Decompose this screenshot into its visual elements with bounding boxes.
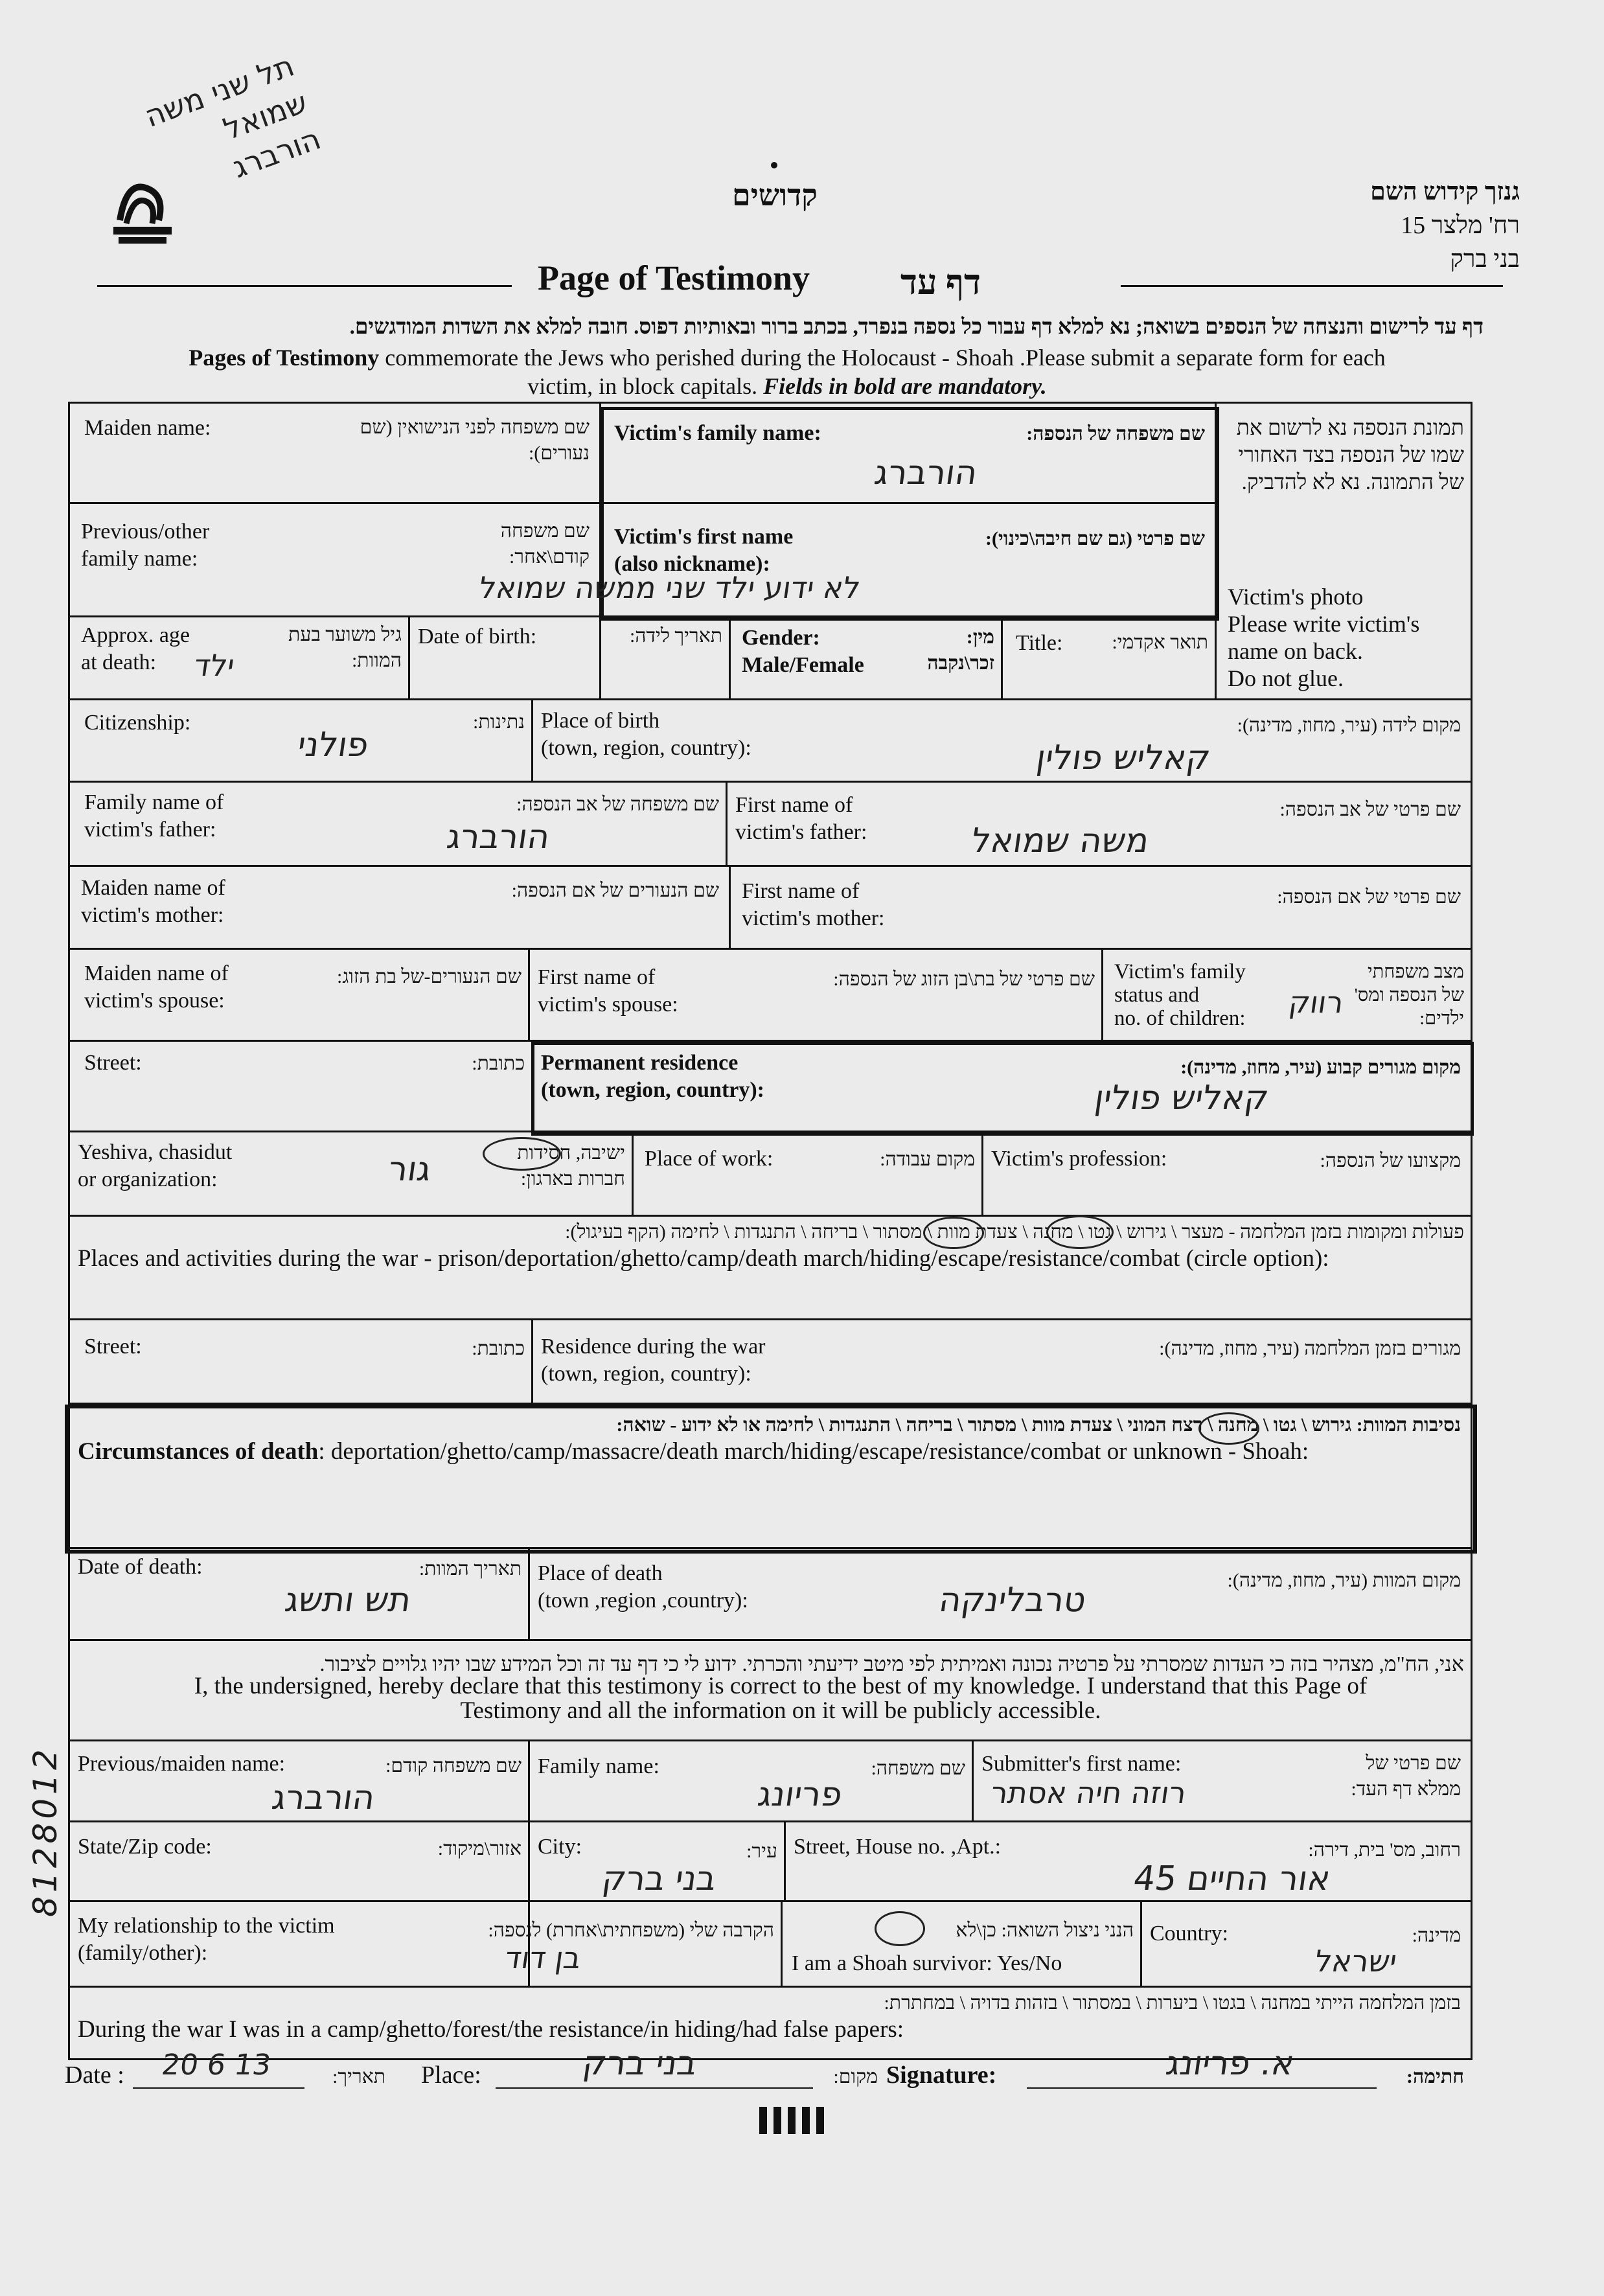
org-address [1196, 175, 1520, 276]
family-status-line-2: status and [1114, 983, 1200, 1007]
sub-street-label: Street, House no. ,Apt.: [794, 1835, 1002, 1859]
footer-place-hebrew: מקום: [833, 2066, 878, 2087]
yeshiva-line-2: or organization: [78, 1167, 218, 1191]
mother-first-line-2: victim's mother: [742, 906, 885, 930]
sub-relationship-label [78, 1912, 335, 1967]
circumstances-bold: Circumstances of death [78, 1438, 319, 1465]
mother-maiden-label [81, 875, 225, 929]
father-first-hebrew: שם פרטי של אב הנספה: [1279, 799, 1461, 820]
sub-relationship-hebrew: הקרבה שלי (משפחתית\אחרת) לנספה: [488, 1920, 774, 1941]
mother-first-hebrew: שם פרטי של אם הנספה: [1277, 886, 1461, 908]
war-places-hebrew: פעולות ומקומות בזמן המלחמה - מעצר \ גירוש \ גטו \ מחנה \ צעדת מוות \ מסתור \ בריחה \ התנגדות \ לחימה (הקף בעיגול): [565, 1221, 1464, 1243]
spouse-maiden-hebrew: שם הנעורים-של בת הזוג: [337, 966, 521, 987]
mother-maiden-line-1: Maiden name of [81, 876, 225, 900]
sub-first-he-2: ממלא דף העד: [1351, 1778, 1461, 1800]
dod-hebrew: תאריך המוות: [418, 1558, 521, 1579]
father-first-line-2: victim's father: [735, 820, 867, 844]
age-value[interactable]: ילד [192, 648, 237, 683]
street-label: Street: [84, 1051, 142, 1075]
gender-he-2: זכר\נקבה [927, 652, 994, 674]
photo-instructions-hebrew: תמונת הנספה נא לרשום את שמו של הנספה בצד האחורי של התמונה. נא לא להדביק. [1236, 417, 1464, 494]
sub-family-hebrew: שם משפחה: [871, 1758, 965, 1779]
sub-city-hebrew: עיר: [746, 1841, 777, 1862]
footer-place-label: Place: [421, 2061, 481, 2089]
family-status-hebrew: מצב משפחתי של הנספה ומס' ילדים: [1354, 961, 1464, 1029]
sub-zip-label: State/Zip code: [78, 1835, 212, 1859]
sub-city-label: City: [538, 1835, 582, 1859]
org-city: בני ברק [1450, 246, 1520, 273]
war-street-label: Street: [84, 1335, 142, 1359]
sub-first-value[interactable]: רוזה חיה אסתר [989, 1775, 1189, 1810]
sub-street-value[interactable]: אור החיים 45 [1130, 1859, 1333, 1898]
yeshiva-he-1: ישיבה, חסידות [517, 1142, 625, 1164]
age-line-2: at death: [81, 650, 157, 674]
profession-hebrew: מקצועו של הנספה: [1320, 1150, 1461, 1171]
declaration-english [97, 1674, 1464, 1723]
residence-line-2: (town, region, country): [541, 1078, 764, 1102]
sub-country-label: Country: [1150, 1922, 1228, 1946]
sub-relationship-line-1: My relationship to the victim [78, 1914, 335, 1938]
pob-hebrew: מקום לידה (עיר, מחוז, מדינה): [1237, 715, 1461, 736]
sub-city-value[interactable]: בני ברק [599, 1859, 719, 1898]
declaration-hebrew: אני, הח"מ, מצהיר בזה כי העדות שמסרתי על פרטיה נכונה ואמיתית לפי מיטב ידיעתי והכרתי. ידוע לי כי דף עד זה וכל המידע שבו יהיו גלויים לציבור. [319, 1652, 1464, 1675]
sub-first-hebrew [1335, 1751, 1461, 1802]
sub-country-hebrew: מדינה: [1412, 1925, 1461, 1946]
dob-hebrew: תאריך לידה: [629, 625, 722, 647]
maiden-name-hebrew: שם משפחה לפני הנישואין (שם נעורים): [360, 417, 590, 464]
gender-label [742, 625, 864, 679]
org-street: רח' מלצר 15 [1401, 212, 1520, 239]
footer-signature-value[interactable]: א. פריונג [1163, 2044, 1297, 2083]
circumstances-hebrew: נסיבות המוות: גירוש \ גטו \ מחנה \ רצח המוני \ צעדת מוות \ מסתור \ בריחה \ התנגדות \ לחימה או לא ידוע - שואה: [616, 1414, 1461, 1436]
profession-label: Victim's profession: [991, 1147, 1167, 1171]
intro-english [91, 343, 1484, 400]
intro-hebrew: דף עד לרישום והנצחה של הנספים בשואה; נא למלא דף עבור כל נספה בנפרד, בכתב ברור ובאותיות דפוס. חובה למלא את השדות המודגשים. [349, 316, 1484, 339]
footer-place-value[interactable]: בני ברק [580, 2044, 700, 2083]
family-name-value[interactable]: הורברג [871, 453, 980, 492]
chasidut-circle [483, 1137, 561, 1171]
intro-text-1: commemorate the Jews who perished during the Holocaust - Shoah .Please submit a separate form for each [379, 345, 1386, 371]
family-name-label: Victim's family name: [614, 421, 821, 445]
prev-family-label [81, 518, 209, 573]
photo-instructions-english [1228, 583, 1467, 692]
declaration-line-2: Testimony and all the information on it will be publicly accessible. [460, 1697, 1101, 1724]
war-residence-line-1: Residence during the war [541, 1335, 766, 1359]
side-number: 8128012 [27, 1745, 64, 1917]
yeshiva-label [78, 1139, 232, 1193]
sub-zip-hebrew: אזור\מיקוד: [437, 1838, 521, 1859]
sub-survivor-english: I am a Shoah survivor: Yes/No [792, 1951, 1062, 1975]
mother-first-label [742, 878, 885, 932]
maiden-name-label: Maiden name: [84, 416, 211, 440]
dob-label: Date of birth: [418, 625, 537, 649]
page-title: Page of Testimony [538, 258, 810, 297]
title-hebrew: תואר אקדמי: [1112, 632, 1208, 653]
prev-family-hebrew: שם משפחה קודם\אחר: [500, 520, 590, 568]
camp-circle-1 [923, 1217, 984, 1249]
spouse-first-label [538, 964, 678, 1018]
photo-line-4: Do not glue. [1228, 665, 1344, 691]
sub-first-label: Submitter's first name: [981, 1752, 1182, 1776]
sub-family-value[interactable]: פריונג [755, 1775, 845, 1814]
residence-hebrew: מקום מגורים קבוע (עיר, מחוז, מדינה): [1180, 1057, 1461, 1078]
dod-value[interactable]: תש ותשג [282, 1581, 414, 1620]
pod-label [538, 1560, 748, 1614]
age-hebrew: גיל משוער בעת המוות: [288, 624, 402, 671]
first-name-line-2: (also nickname): [614, 552, 770, 576]
intro-bold: Pages of Testimony [189, 345, 380, 371]
sub-country-value[interactable]: ישראל [1312, 1944, 1399, 1979]
father-family-hebrew: שם משפחה של אב הנספה: [516, 794, 719, 815]
sub-relationship-line-2: (family/other): [78, 1941, 208, 1965]
dod-label: Date of death: [78, 1555, 203, 1579]
first-name-value[interactable]: לא ידוע ילד שני ממשה שמואל [477, 570, 863, 605]
citizenship-hebrew: נתינות: [473, 711, 525, 733]
father-first-value[interactable]: משה שמואל [968, 821, 1152, 860]
street-hebrew: כתובת: [472, 1053, 525, 1074]
work-label: Place of work: [645, 1147, 773, 1171]
family-status-value[interactable]: רווק [1287, 985, 1346, 1020]
sub-survivor-hebrew: הנני ניצול השואה: כן\לא [956, 1920, 1134, 1941]
intro-text-2: victim, in block capitals. [527, 373, 764, 399]
yeshiva-value[interactable]: גור [385, 1150, 434, 1189]
prev-family-line-1: Previous/other [81, 520, 210, 544]
mother-first-line-1: First name of [742, 879, 860, 903]
age-line-1: Approx. age [81, 623, 190, 647]
pod-line-1: Place of death [538, 1561, 663, 1585]
mother-maiden-hebrew: שם הנעורים של אם הנספה: [511, 880, 719, 901]
gender-line-1: Gender: [742, 626, 820, 650]
citizenship-label: Citizenship: [84, 711, 191, 735]
age-label [81, 622, 190, 676]
sub-prev-maiden-hebrew: שם משפחה קודם: [385, 1755, 521, 1776]
footer-date-hebrew: תאריך: [332, 2066, 385, 2087]
family-status-line-3: no. of children: [1114, 1007, 1246, 1030]
sub-first-he-1: שם פרטי של [1366, 1752, 1461, 1774]
war-street-hebrew: כתובת: [472, 1338, 525, 1359]
residence-value[interactable]: קאליש פולין [1092, 1079, 1272, 1118]
intro-mandatory: Fields in bold are mandatory. [763, 373, 1047, 399]
footer-signature-label: Signature: [886, 2061, 997, 2089]
father-family-value[interactable]: הורברג [444, 818, 553, 856]
footer-stamp-mark [758, 2104, 829, 2137]
yeshiva-line-1: Yeshiva, chasidut [78, 1140, 233, 1164]
photo-line-2: Please write victim's [1228, 611, 1420, 637]
sub-prev-maiden-value[interactable]: הורברג [269, 1778, 378, 1817]
first-name-hebrew: שם פרטי (גם שם חיבה\כינוי): [985, 528, 1205, 549]
sub-prev-maiden-label: Previous/maiden name: [78, 1752, 286, 1776]
father-first-line-1: First name of [735, 793, 853, 817]
spouse-first-line-1: First name of [538, 965, 656, 989]
mother-maiden-line-2: victim's mother: [81, 903, 224, 927]
circumstances-english [78, 1438, 1464, 1465]
citizenship-value[interactable]: פולני [295, 726, 371, 764]
pod-hebrew: מקום המוות (עיר, מחוז, מדינה): [1227, 1570, 1461, 1591]
war-places-english: Places and activities during the war - prison/deportation/ghetto/camp/death march/hiding/escape/resistance/combat (circle option): [78, 1245, 1329, 1272]
sub-relationship-value[interactable]: בן דוד [503, 1940, 584, 1975]
photo-line-1: Victim's photo [1228, 584, 1364, 610]
deport-circle-1 [1046, 1215, 1114, 1249]
war-residence-label [541, 1333, 766, 1388]
pob-value[interactable]: קאליש פולין [1033, 739, 1213, 777]
residence-line-1: Permanent residence [541, 1051, 739, 1075]
sub-during-war-hebrew: בזמן המלחמה הייתי במחנה \ בגטו \ ביערות \ במסתור \ בזהות בדויה \ במחתרת: [884, 1992, 1461, 2014]
pob-line-2: (town, region, country): [541, 736, 751, 760]
footer-signature-hebrew: חתימה: [1406, 2066, 1464, 2087]
camp-circle-2 [1198, 1412, 1259, 1445]
spouse-maiden-line-2: victim's spouse: [84, 989, 225, 1013]
sub-street-hebrew: רחוב, מס' בית, דירה: [1308, 1839, 1461, 1861]
kedoshim-heading: קדושים [732, 179, 818, 212]
gender-he-1: מין: [966, 626, 994, 648]
footer-date-label: Date : [65, 2061, 124, 2089]
margin-note: תל שני משה שמואל הורברג [140, 47, 325, 185]
page-title-hebrew: דף עד [900, 263, 981, 302]
yeshiva-he-2: חברות בארגון: [520, 1168, 625, 1189]
father-family-line-1: Family name of [84, 790, 224, 814]
spouse-maiden-label [84, 960, 229, 1015]
father-family-label [84, 789, 223, 844]
footer-date-value[interactable]: 20 6 13 [159, 2049, 273, 2082]
father-family-line-2: victim's father: [84, 818, 216, 842]
family-status-label [1114, 960, 1246, 1030]
dot-mark [771, 162, 777, 168]
war-residence-hebrew: מגורים בזמן המלחמה (עיר, מחוז, מדינה): [1159, 1338, 1461, 1359]
war-residence-line-2: (town, region, country): [541, 1362, 751, 1386]
pob-label [541, 707, 751, 762]
spouse-maiden-line-1: Maiden name of [84, 961, 229, 985]
sub-family-label: Family name: [538, 1754, 659, 1778]
prev-family-line-2: family name: [81, 547, 198, 571]
work-hebrew: מקום עבודה: [880, 1149, 975, 1170]
sub-during-war-english: During the war I was in a camp/ghetto/forest/the resistance/in hiding/had false papers: [78, 2016, 904, 2043]
pod-value[interactable]: טרבלינקה [936, 1581, 1089, 1620]
spouse-first-line-2: victim's spouse: [538, 993, 678, 1016]
org-name: גנזך קידוש השם [1370, 178, 1520, 205]
gender-line-2: Male/Female [742, 653, 864, 677]
spouse-first-hebrew: שם פרטי של בת\בן הזוג של הנספה: [833, 969, 1095, 990]
no-circle [875, 1911, 925, 1946]
circumstances-text: : deportation/ghetto/camp/massacre/death march/hiding/escape/resistance/combat or unknown - Shoah: [318, 1438, 1309, 1465]
first-name-line-1: Victim's first name [614, 525, 794, 549]
father-first-label [735, 792, 867, 846]
gender-hebrew [900, 625, 994, 676]
pod-line-2: (town ,region ,country): [538, 1589, 748, 1613]
family-name-hebrew: שם משפחה של הנספה: [1026, 423, 1205, 444]
family-status-line-1: Victim's family [1114, 960, 1246, 983]
declaration-line-1: I, the undersigned, hereby declare that this testimony is correct to the best of my knowledge. I understand that this Page of [194, 1673, 1368, 1699]
photo-line-3: name on back. [1228, 638, 1363, 664]
residence-label [541, 1050, 764, 1104]
title-label: Title: [1016, 631, 1063, 655]
pob-line-1: Place of birth [541, 709, 660, 733]
